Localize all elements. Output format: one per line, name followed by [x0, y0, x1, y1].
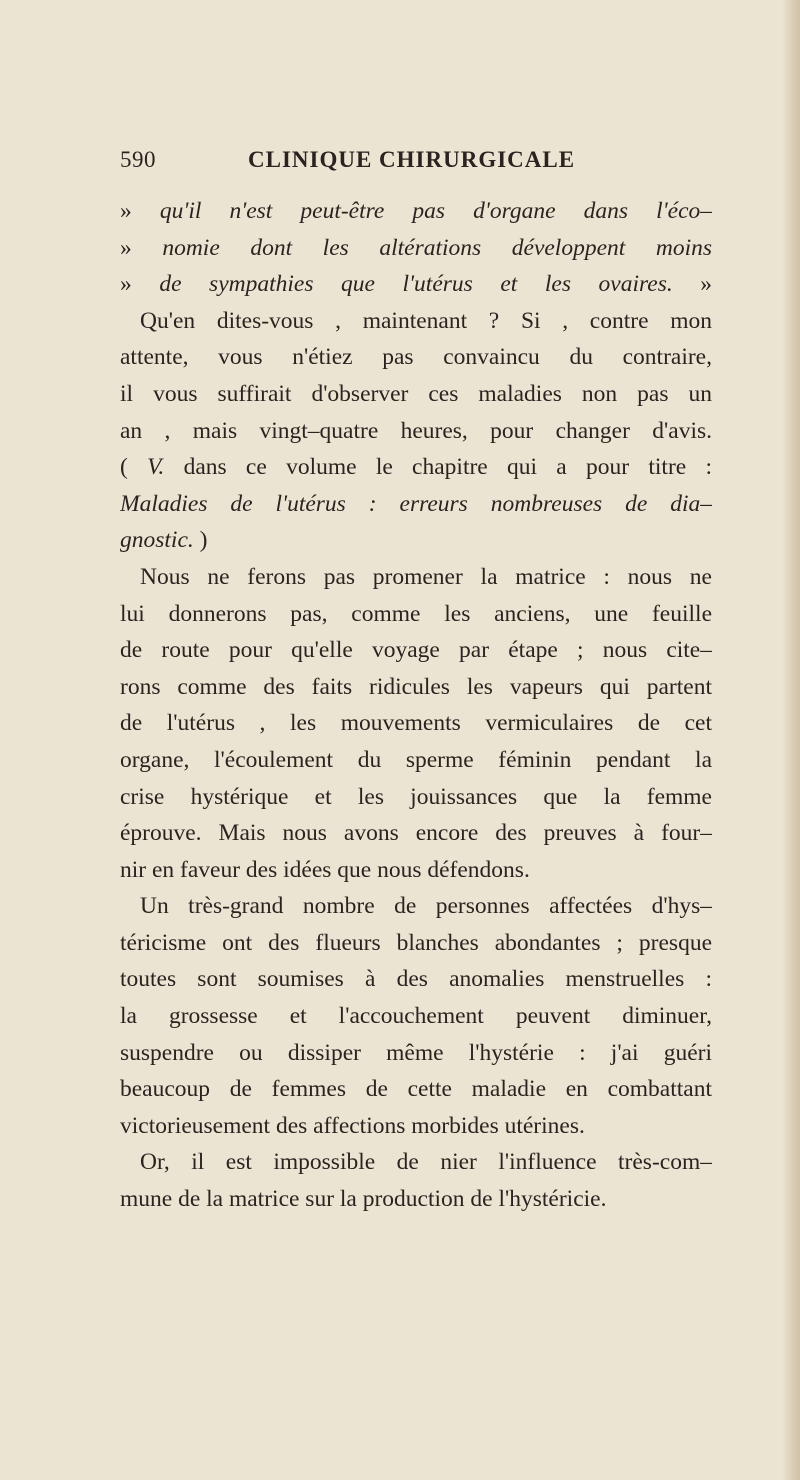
text-line: [120, 486, 712, 523]
text-segment: lui donnerons pas, comme les anciens, une feuille: [120, 600, 712, 627]
text-line: [120, 266, 712, 303]
text-segment: de l'utérus , les mouvements vermiculaires de cet: [120, 710, 712, 737]
text-line: [120, 852, 712, 889]
text-segment: il vous suffirait d'observer ces maladies non pas un: [120, 380, 712, 407]
text-segment: Maladies de l'utérus : erreurs nombreuses de dia–: [120, 490, 712, 517]
text-segment: mune de la matrice sur la production de l'hystéricie.: [120, 1186, 607, 1213]
text-segment: (: [120, 454, 148, 481]
text-segment: »: [120, 198, 160, 224]
text-segment: nomie dont les altérations développent moins: [162, 234, 712, 261]
text-segment: attente, vous n'étiez pas convaincu du contraire,: [120, 344, 712, 371]
text-segment: gnostic.: [120, 527, 194, 554]
text-segment: toutes sont soumises à des anomalies menstruelles :: [120, 966, 712, 993]
text-line: [120, 413, 712, 450]
text-segment: victorieusement des affections morbides utérines.: [120, 1112, 585, 1139]
text-line: [120, 230, 712, 267]
text-segment: suspendre ou dissiper même l'hystérie : j'ai guéri: [120, 1039, 712, 1066]
text-segment: Un très-grand nombre de personnes affectées d'hys–: [140, 893, 712, 920]
text-line: [120, 779, 712, 816]
text-line: [120, 1035, 712, 1072]
text-segment: crise hystérique et les jouissances que la femme: [120, 783, 712, 810]
text-segment: V.: [147, 454, 165, 481]
text-segment: beaucoup de femmes de cette maladie en combattant: [120, 1076, 712, 1103]
text-segment: »: [672, 271, 712, 298]
text-line: [120, 559, 712, 596]
running-head: CLINIQUE CHIRURGICALE: [248, 147, 576, 172]
body-text: [120, 193, 712, 1218]
text-segment: la grossesse et l'accouchement peuvent diminuer,: [120, 1003, 712, 1030]
text-line: [120, 1144, 712, 1181]
text-line: [120, 376, 712, 413]
text-segment: éprouve. Mais nous avons encore des preuves à four–: [120, 820, 712, 847]
text-line: [120, 705, 712, 742]
text-line: [120, 961, 712, 998]
text-segment: nir en faveur des idées que nous défendons.: [120, 856, 530, 883]
page-header: [120, 147, 680, 177]
text-segment: téricisme ont des flueurs blanches abondantes ; presque: [120, 929, 712, 956]
text-segment: Qu'en dites-vous , maintenant ? Si , contre mon: [140, 307, 712, 334]
text-segment: organe, l'écoulement du sperme féminin pendant la: [120, 746, 712, 773]
page-number: 590: [120, 147, 156, 172]
text-line: [120, 669, 712, 706]
text-line: [120, 925, 712, 962]
text-line: [120, 632, 712, 669]
text-line: [120, 1071, 712, 1108]
text-segment: de route pour qu'elle voyage par étape ; nous cite–: [120, 637, 712, 664]
text-line: [120, 1181, 712, 1218]
text-line: [120, 522, 712, 559]
text-segment: Or, il est impossible de nier l'influence très-com–: [140, 1149, 712, 1176]
text-line: [120, 815, 712, 852]
text-line: [120, 303, 712, 340]
text-line: [120, 998, 712, 1035]
text-line: [120, 888, 712, 925]
text-segment: rons comme des faits ridicules les vapeurs qui partent: [120, 673, 712, 700]
text-line: [120, 193, 712, 230]
text-line: [120, 1108, 712, 1145]
text-segment: qu'il n'est peut-être pas d'organe dans l'éco–: [159, 198, 712, 224]
page-edge: [782, 0, 800, 1480]
text-line: [120, 596, 712, 633]
text-line: [120, 449, 712, 486]
text-segment: ): [193, 527, 208, 554]
text-segment: de sympathies que l'utérus et les ovaires.: [159, 271, 673, 298]
text-segment: »: [120, 271, 160, 298]
text-line: [120, 339, 712, 376]
text-segment: »: [120, 234, 163, 261]
text-segment: Nous ne ferons pas promener la matrice : nous ne: [140, 563, 712, 590]
text-segment: an , mais vingt–quatre heures, pour changer d'avis.: [120, 417, 712, 444]
text-segment: dans ce volume le chapitre qui a pour titre :: [164, 454, 712, 481]
text-line: [120, 742, 712, 779]
